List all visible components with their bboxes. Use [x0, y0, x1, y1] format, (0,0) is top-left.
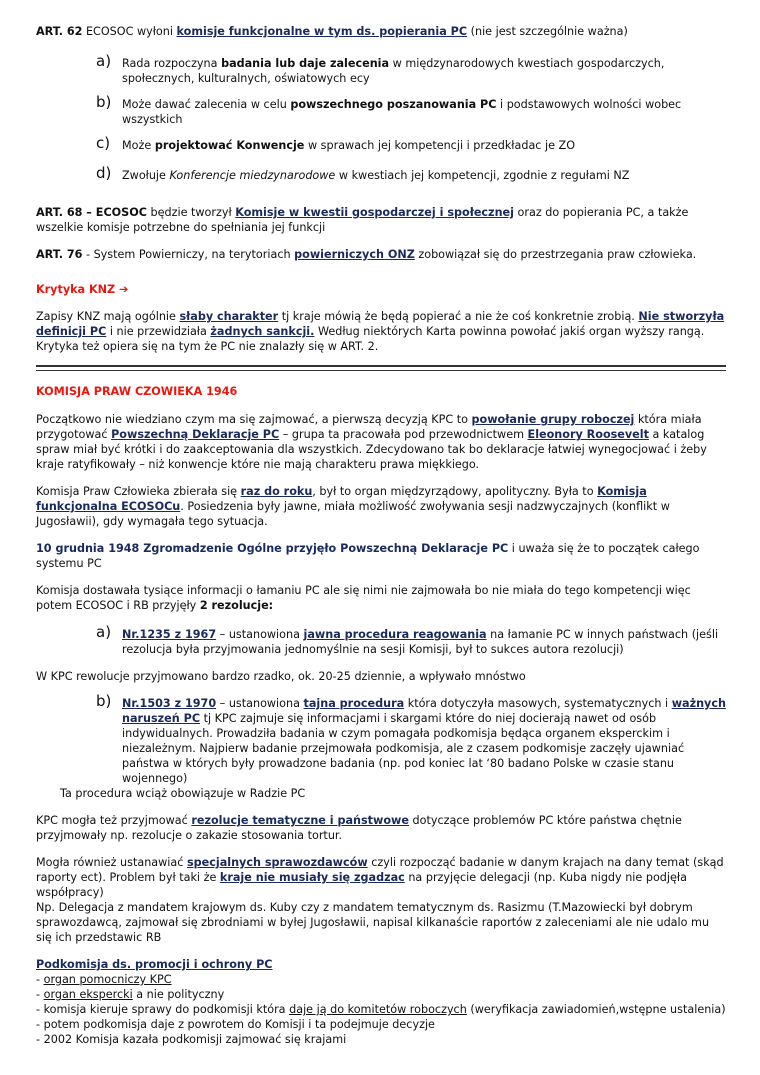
art68-title: ART. 68 – ECOSOC [36, 206, 147, 219]
art62-paragraph: ART. 62 ECOSOC wyłoni komisje funkcjonalne w tym ds. popierania PC (nie jest szczególnie ważna) [36, 25, 628, 38]
krytyka-heading: Krytyka KNZ ➔ [36, 283, 129, 296]
komisja-p9: Np. Delegacja z mandatem krajowym ds. Kuby czy z mandatem tematycznym ds. Rasizmu (T.Mazowiecki był dobrym sprawozdawcą, zajmował się zbrodniami w byłej Jugosławii, napisal kilkanaście raportów z zaleceniami ale nie udalo mu się ich przedstawic RB [36, 901, 710, 944]
komisja-p4: Komisja dostawała tysiące informacji o łamaniu PC ale się nimi nie zajmowała bo nie miała do tego kompetencji więc potem ECOSOC i RB przyjęły 2 rezolucje: [36, 584, 691, 612]
rezolucja-b: b) Nr.1503 z 1970 – ustanowiona tajna procedura która dotyczyła masowych, systematycznych i ważnych naruszeń PC tj KPC zajmuje się informacjami i skargami które do niej docierają nawet od osób indywidualnych. Prowadziła badania w czym pomagała podkomisja będąca organem eksperckim i niezależnym. Najpierw badanie przejmowała podkomisja, ale z czasem podkomisje zaczęły ujawniać państwa w których były prowadzone badania (np. pod koniec lat ‘80 badano Polske w czasie stanu wojennego) [96, 692, 726, 785]
rezolucja-a: a) Nr.1235 z 1967 – ustanowiona jawna procedura reagowania na łamanie PC w innych państwach (jeśli rezolucja była przyjmowania jednomyślnie na sesji Komisji, był to sukces autora rezolucji) [96, 623, 719, 656]
art68-paragraph: ART. 68 – ECOSOC będzie tworzył Komisje w kwestii gospodarczej i społecznej oraz do popierania PC, a także wszelkie komisje potrzebne do spełniania jej funkcji [36, 206, 689, 234]
komisja-p3: 10 grudnia 1948 Zgromadzenie Ogólne przyjęło Powszechną Deklaracje PC i uważa się że to początek całego systemu PC [36, 542, 700, 570]
art62-link[interactable]: komisje funkcjonalne w tym ds. popierania PC [176, 25, 468, 38]
podkomisja-item: - organ ekspercki a nie polityczny [36, 988, 225, 1001]
komisja-p1: Początkowo nie wiedziano czym ma się zajmować, a pierwszą decyzją KPC to powołanie grupy roboczej która miała przygotować Powszechną Deklaracje PC – grupa ta pracowała pod przewodnictwem Eleonory Roosevelt a katalog spraw miał być krótki i do zaakceptowania dla wszystkich. Zdecydowano tak bo deklaracje łatwiej wynegocjować i żeby kraje ratyfikowały – niż konwencje które nie mają charakteru prawa miękkiego. [36, 413, 707, 471]
art76-paragraph: ART. 76 - System Powierniczy, na terytoriach powierniczych ONZ zobowiązał się do przestrzegania praw człowieka. [36, 248, 697, 261]
podkomisja-heading: Podkomisja ds. promocji i ochrony PC [36, 958, 273, 971]
krytyka-paragraph: Zapisy KNZ mają ogólnie słaby charakter tj kraje mówią że będą popierać a nie że coś konkretnie zrobią. Nie stworzyła definicji PC i nie przewidziała żadnych sankcji. Według niektórych Karta powinna powołać jakiś organ wyższy rangą. Krytyka też opiera się na tym że PC nie znalazły się w ART. 2. [36, 310, 725, 353]
komisja-p7: KPC mogła też przyjmować rezolucje tematyczne i państwowe dotyczące problemów PC które państwa chętnie przyjmowały np. rezolucje o zakazie stosowania tortur. [36, 814, 682, 842]
podkomisja-item: - potem podkomisja daje z powrotem do Komisji i ta podejmuje decyzje [36, 1018, 435, 1031]
komisja-p6: Ta procedura wciąż obowiązuje w Radzie PC [60, 787, 306, 800]
podkomisja-item: - organ pomocniczy KPC [36, 973, 172, 986]
art76-link[interactable]: powierniczych ONZ [294, 248, 415, 261]
art62-item-d: d) Zwołuje Konferencje miedzynarodowe w kwestiach jej kompetencji, zgodnie z regułami NZ [96, 164, 630, 182]
podkomisja-item: - 2002 Komisja kazała podkomisji zajmować się krajami [36, 1033, 347, 1046]
art68-link[interactable]: Komisje w kwestii gospodarczej i społecznej [235, 206, 514, 219]
komisja-p5: W KPC rewolucje przyjmowano bardzo rzadko, ok. 20-25 dziennie, a wpływało mnóstwo [36, 670, 526, 683]
komisja-p8: Mogła również ustanawiać specjalnych sprawozdawców czyli rozpocząć badanie w danym krajach na dany temat (skąd raporty ect). Problem był taki że kraje nie musiały się zgadzac na przyjęcie delegacji (np. Kuba nigdy nie podjęła współpracy) [36, 856, 724, 899]
art62-item-b: b) Może dawać zalecenia w celu powszechnego poszanowania PC i podstawowych wolności wobec wszystkich [96, 93, 682, 126]
document-page [36, 24, 726, 1047]
art76-title: ART. 76 [36, 248, 83, 261]
art62-item-c: c) Może projektować Konwencje w sprawach jej kompetencji i przedkładac je ZO [96, 134, 576, 152]
art62-item-a: a) Rada rozpoczyna badania lub daje zalecenia w międzynarodowych kwestiach gospodarczych, społecznych, kulturalnych, oświatowych ecy [96, 52, 665, 85]
podkomisja-item: - komisja kieruje sprawy do podkomisji która daje ją do komitetów roboczych (weryfikacja zawiadomień,wstępne ustalenia) [36, 1003, 726, 1016]
komisja-heading: KOMISJA PRAW CZOWIEKA 1946 [36, 385, 238, 398]
komisja-p2: Komisja Praw Człowieka zbierała się raz do roku, był to organ międzyrządowy, apolityczny. Była to Komisja funkcjonalna ECOSOCu. Posiedzenia były jawne, miała możliwość zwoływania sesji nadzwyczajnych (konflikt w Jugosławii), gdy wymagała tego sytuacja. [36, 485, 670, 528]
art62-title: ART. 62 [36, 25, 83, 38]
arrow-right-icon: ➔ [119, 283, 129, 296]
